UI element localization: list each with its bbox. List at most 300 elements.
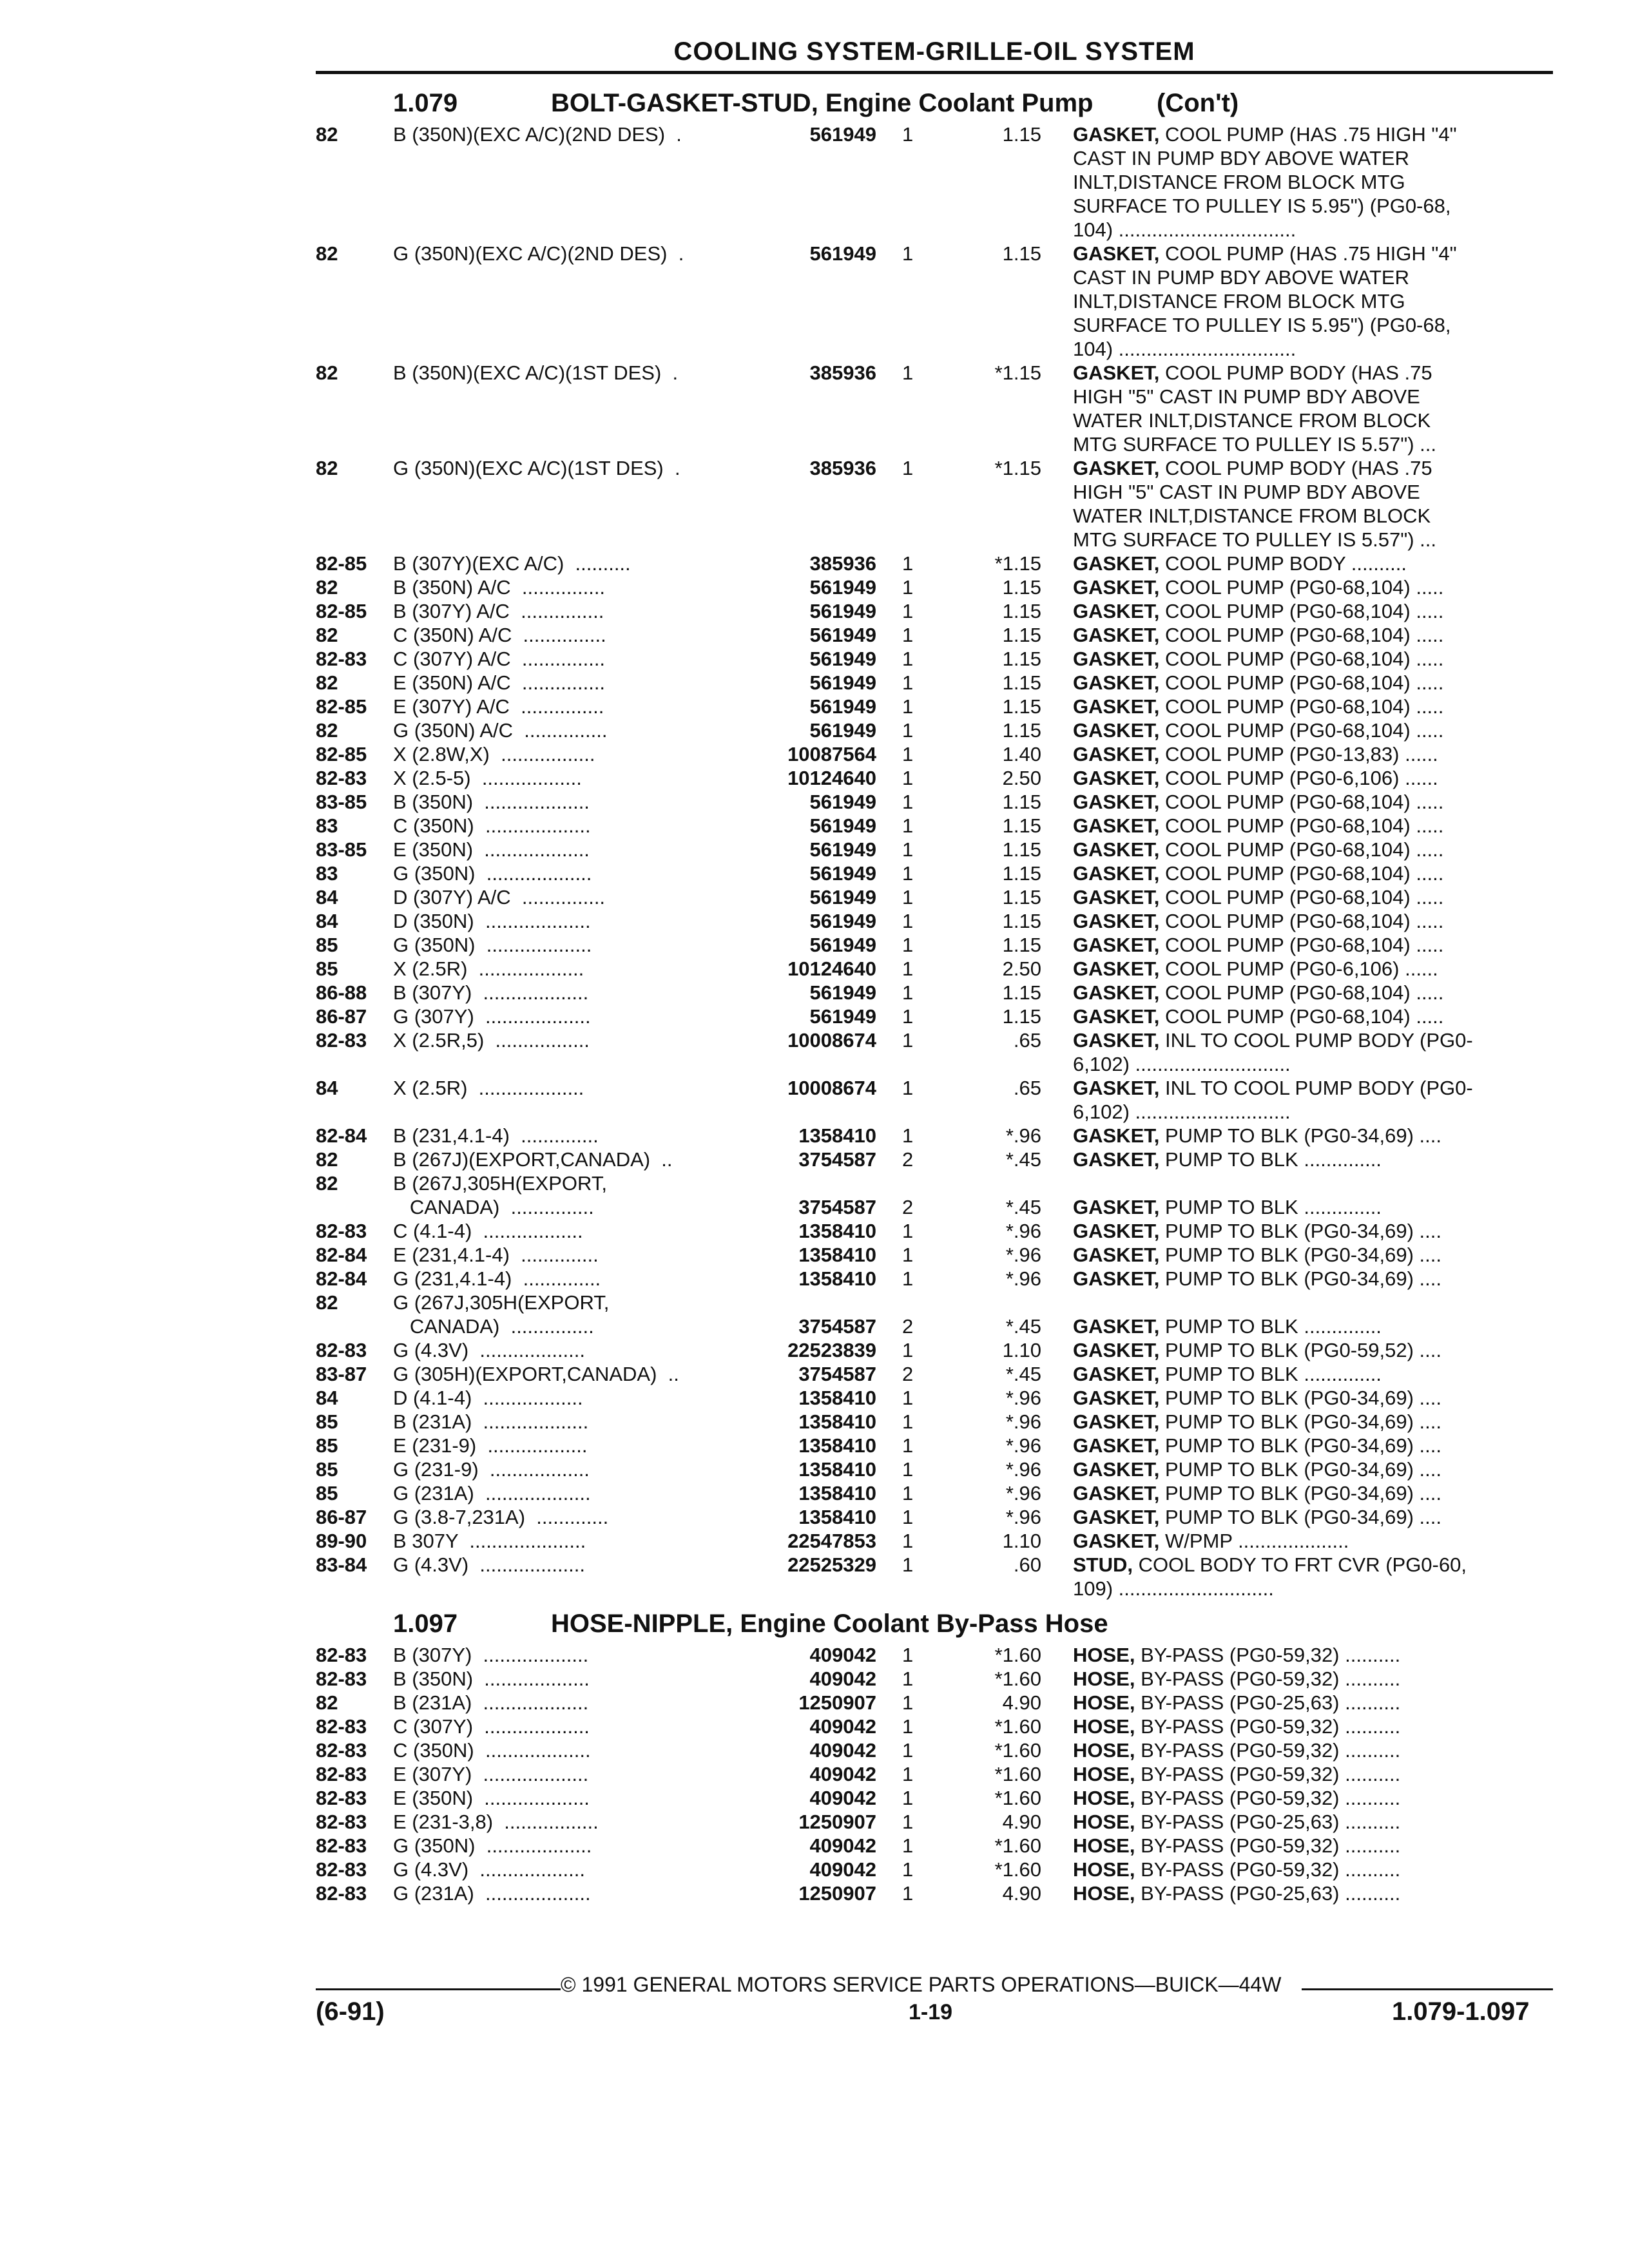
quantity: 1 (902, 1834, 914, 1857)
part-description (1073, 1434, 1550, 1457)
price: 1.15 (1002, 1005, 1041, 1028)
model-year: 82 (316, 1291, 338, 1314)
model-code: C (307Y) ................... (393, 1715, 590, 1738)
part-detail: COOL PUMP (PG0-6,106) ...... (1159, 957, 1438, 980)
part-number: 22547853 (787, 1530, 876, 1552)
price: 1.10 (1002, 1530, 1041, 1552)
part-detail: PUMP TO BLK .............. (1159, 1363, 1382, 1385)
part-name: HOSE, (1073, 1858, 1135, 1881)
price: *1.15 (994, 361, 1041, 384)
part-number: 1358410 (798, 1244, 876, 1266)
part-name: GASKET, (1073, 743, 1160, 765)
model-year: 82 (316, 576, 338, 599)
part-description (1073, 1124, 1550, 1148)
part-number: 1250907 (798, 1811, 876, 1833)
part-detail: BY-PASS (PG0-59,32) .......... (1135, 1787, 1401, 1809)
part-detail: COOL PUMP (PG0-68,104) ..... (1159, 1005, 1444, 1028)
quantity: 1 (902, 981, 914, 1004)
part-description (1073, 909, 1550, 933)
part-name: GASKET, (1073, 862, 1160, 885)
model-code: G (350N) ................... (393, 1834, 592, 1857)
part-name: GASKET, (1073, 624, 1160, 646)
part-detail: BY-PASS (PG0-25,63) .......... (1135, 1691, 1401, 1714)
model-code: E (350N) ................... (393, 1787, 590, 1809)
part-detail: COOL PUMP (PG0-6,106) ...... (1159, 767, 1438, 789)
part-name: GASKET, (1073, 1363, 1160, 1385)
part-number: 385936 (809, 457, 876, 479)
part-number: 10087564 (787, 743, 876, 765)
model-year: 85 (316, 1434, 338, 1457)
part-number: 409042 (809, 1763, 876, 1785)
part-description (1073, 1691, 1550, 1715)
model-year: 82 (316, 361, 338, 384)
quantity: 1 (902, 1882, 914, 1905)
section-title: HOSE-NIPPLE, Engine Coolant By-Pass Hose (551, 1610, 1108, 1638)
part-description (1073, 885, 1550, 909)
part-name: GASKET, (1073, 886, 1160, 908)
part-detail: COOL BODY TO FRT CVR (PG0-60, 109) ............................ (1073, 1553, 1467, 1600)
quantity: 1 (902, 648, 914, 670)
parts-row (316, 1434, 1553, 1457)
parts-row (316, 1148, 1553, 1171)
part-number: 3754587 (798, 1315, 876, 1338)
price: *1.60 (994, 1763, 1041, 1785)
parts-row (316, 695, 1553, 718)
part-detail: PUMP TO BLK (PG0-34,69) .... (1159, 1244, 1441, 1266)
model-year: 82-85 (316, 600, 367, 622)
price: 1.15 (1002, 910, 1041, 932)
model-code: G (231-9) .................. (393, 1458, 590, 1481)
section-title: BOLT-GASKET-STUD, Engine Coolant Pump (551, 89, 1094, 117)
part-detail: PUMP TO BLK (PG0-34,69) .... (1159, 1410, 1441, 1433)
model-code: G (350N) A/C ............... (393, 719, 608, 742)
price: *1.60 (994, 1644, 1041, 1666)
part-description (1073, 1553, 1550, 1600)
part-number: 561949 (809, 624, 876, 646)
part-name: GASKET, (1073, 1458, 1160, 1481)
parts-row (316, 885, 1553, 909)
part-description (1073, 599, 1550, 623)
price: .65 (1013, 1029, 1041, 1052)
model-code: C (307Y) A/C ............... (393, 648, 606, 670)
part-description (1073, 790, 1550, 814)
part-number: 409042 (809, 1715, 876, 1738)
part-number: 385936 (809, 361, 876, 384)
part-detail: COOL PUMP (PG0-68,104) ..... (1159, 886, 1444, 908)
part-name: HOSE, (1073, 1787, 1135, 1809)
price: 4.90 (1002, 1811, 1041, 1833)
model-code: G (231A) ................... (393, 1882, 591, 1905)
part-description (1073, 766, 1550, 790)
model-code: B (350N) A/C ............... (393, 576, 606, 599)
model-code: E (307Y) A/C ............... (393, 695, 604, 718)
price: *.45 (1005, 1148, 1041, 1171)
model-code: D (307Y) A/C ............... (393, 886, 606, 908)
part-number: 1358410 (798, 1458, 876, 1481)
part-name: GASKET, (1073, 1244, 1160, 1266)
part-name: GASKET, (1073, 1220, 1160, 1242)
price: *.96 (1005, 1220, 1041, 1242)
model-code: B (350N)(EXC A/C)(2ND DES) . (393, 123, 682, 146)
parts-row (316, 957, 1553, 981)
part-name: GASKET, (1073, 957, 1160, 980)
part-description (1073, 552, 1550, 575)
part-number: 561949 (809, 886, 876, 908)
parts-row (316, 1667, 1553, 1691)
parts-row (316, 1810, 1553, 1834)
part-number: 3754587 (798, 1148, 876, 1171)
quantity: 1 (902, 1339, 914, 1361)
part-number: 561949 (809, 719, 876, 742)
part-detail: COOL PUMP (PG0-13,83) ...... (1159, 743, 1438, 765)
part-description (1073, 1810, 1550, 1834)
part-detail: PUMP TO BLK (PG0-34,69) .... (1159, 1267, 1441, 1290)
section-number: 1.079 (393, 89, 458, 117)
part-description (1073, 1219, 1550, 1243)
model-year: 82-85 (316, 552, 367, 575)
part-description (1073, 1529, 1550, 1553)
part-number: 561949 (809, 242, 876, 265)
page-title: COOLING SYSTEM-GRILLE-OIL SYSTEM (673, 37, 1195, 66)
model-year: 82-84 (316, 1244, 367, 1266)
quantity: 1 (902, 886, 914, 908)
model-code: B (267J,305H(EXPORT, CANADA) ............... (393, 1172, 607, 1218)
quantity: 1 (902, 1530, 914, 1552)
part-name: GASKET, (1073, 1196, 1160, 1218)
quantity: 1 (902, 838, 914, 861)
price: 1.10 (1002, 1339, 1041, 1361)
parts-row (316, 1362, 1553, 1386)
quantity: 1 (902, 576, 914, 599)
price: 1.15 (1002, 981, 1041, 1004)
price: 1.15 (1002, 719, 1041, 742)
parts-row (316, 861, 1553, 885)
part-description (1073, 1457, 1550, 1481)
price: *1.60 (994, 1834, 1041, 1857)
price: 1.15 (1002, 695, 1041, 718)
part-description (1073, 1738, 1550, 1762)
price: 2.50 (1002, 767, 1041, 789)
quantity: 1 (902, 1434, 914, 1457)
part-detail: BY-PASS (PG0-59,32) .......... (1135, 1715, 1401, 1738)
parts-row (316, 718, 1553, 742)
quantity: 1 (902, 1029, 914, 1052)
part-description (1073, 1505, 1550, 1529)
parts-row (316, 1410, 1553, 1434)
part-number: 561949 (809, 934, 876, 956)
parts-row (316, 1171, 1553, 1219)
quantity: 1 (902, 1739, 914, 1762)
part-description (1073, 1858, 1550, 1881)
part-name: HOSE, (1073, 1739, 1135, 1762)
price: *1.15 (994, 457, 1041, 479)
model-year: 83-84 (316, 1553, 367, 1576)
part-detail: COOL PUMP (HAS .75 HIGH "4" CAST IN PUMP BDY ABOVE WATER INLT,DISTANCE FROM BLOCK MTG SURFACE TO PULLEY IS 5.95") (PG0-68, 104) ................................ (1073, 242, 1457, 360)
part-name: GASKET, (1073, 1005, 1160, 1028)
model-code: D (350N) ................... (393, 910, 591, 932)
model-year: 82-83 (316, 1667, 367, 1690)
model-year: 82-83 (316, 1858, 367, 1881)
part-name: GASKET, (1073, 767, 1160, 789)
model-code: X (2.5-5) .................. (393, 767, 582, 789)
part-name: GASKET, (1073, 1267, 1160, 1290)
price: 1.15 (1002, 624, 1041, 646)
model-year: 82-83 (316, 1644, 367, 1666)
model-year: 85 (316, 1482, 338, 1504)
part-description (1073, 1834, 1550, 1858)
parts-row (316, 671, 1553, 695)
part-name: HOSE, (1073, 1644, 1135, 1666)
part-name: GASKET, (1073, 576, 1160, 599)
model-year: 86-88 (316, 981, 367, 1004)
part-description (1073, 1410, 1550, 1434)
parts-row (316, 623, 1553, 647)
model-year: 82-83 (316, 1787, 367, 1809)
price: *.45 (1005, 1196, 1041, 1218)
model-year: 82-85 (316, 695, 367, 718)
part-number: 3754587 (798, 1363, 876, 1385)
price: *1.60 (994, 1667, 1041, 1690)
part-detail: COOL PUMP (PG0-68,104) ..... (1159, 576, 1444, 599)
price: 2.50 (1002, 957, 1041, 980)
part-number: 1358410 (798, 1482, 876, 1504)
part-number: 561949 (809, 814, 876, 837)
part-name: GASKET, (1073, 1506, 1160, 1528)
price: *.96 (1005, 1482, 1041, 1504)
price: *1.60 (994, 1715, 1041, 1738)
price: 1.15 (1002, 886, 1041, 908)
part-detail: COOL PUMP (PG0-68,104) ..... (1159, 981, 1444, 1004)
parts-row (316, 242, 1553, 361)
part-detail: PUMP TO BLK (PG0-34,69) .... (1159, 1434, 1441, 1457)
model-code: E (231,4.1-4) .............. (393, 1244, 599, 1266)
part-number: 3754587 (798, 1196, 876, 1218)
part-number: 561949 (809, 123, 876, 146)
parts-row (316, 1505, 1553, 1529)
model-code: E (307Y) ................... (393, 1763, 589, 1785)
parts-row (316, 361, 1553, 456)
part-detail: COOL PUMP BODY (HAS .75 HIGH "5" CAST IN PUMP BDY ABOVE WATER INLT,DISTANCE FROM BLOCK MTG SURFACE TO PULLEY IS 5.57") ... (1073, 361, 1437, 456)
quantity: 1 (902, 671, 914, 694)
quantity: 1 (902, 1244, 914, 1266)
part-name: GASKET, (1073, 814, 1160, 837)
parts-row (316, 1076, 1553, 1124)
part-detail: INL TO COOL PUMP BODY (PG0- 6,102) ............................ (1073, 1077, 1473, 1123)
model-year: 85 (316, 1410, 338, 1433)
part-detail: COOL PUMP (PG0-68,104) ..... (1159, 671, 1444, 694)
quantity: 1 (902, 743, 914, 765)
part-number: 10124640 (787, 767, 876, 789)
model-year: 82-83 (316, 1715, 367, 1738)
part-name: HOSE, (1073, 1834, 1135, 1857)
model-code: G (350N)(EXC A/C)(2ND DES) . (393, 242, 684, 265)
part-description (1073, 1195, 1550, 1219)
part-detail: COOL PUMP (PG0-68,104) ..... (1159, 648, 1444, 670)
part-name: STUD, (1073, 1553, 1133, 1576)
model-code: G (231A) ................... (393, 1482, 591, 1504)
quantity: 2 (902, 1363, 914, 1385)
part-number: 1250907 (798, 1882, 876, 1905)
part-number: 561949 (809, 862, 876, 885)
part-description (1073, 1314, 1550, 1338)
quantity: 1 (902, 934, 914, 956)
quantity: 1 (902, 1077, 914, 1099)
model-year: 85 (316, 957, 338, 980)
parts-row (316, 1028, 1553, 1076)
model-year: 82-83 (316, 767, 367, 789)
model-code: E (231-3,8) ................. (393, 1811, 599, 1833)
quantity: 1 (902, 1482, 914, 1504)
model-year: 82-83 (316, 1763, 367, 1785)
quantity: 1 (902, 1005, 914, 1028)
part-detail: BY-PASS (PG0-25,63) .......... (1135, 1811, 1401, 1833)
model-year: 82-83 (316, 648, 367, 670)
quantity: 1 (902, 1553, 914, 1576)
model-year: 82 (316, 242, 338, 265)
part-description (1073, 718, 1550, 742)
model-year: 82-84 (316, 1267, 367, 1290)
part-description (1073, 1786, 1550, 1810)
part-name: HOSE, (1073, 1763, 1135, 1785)
section-number: 1.097 (393, 1610, 458, 1638)
price: *.96 (1005, 1506, 1041, 1528)
footer-page-number: 1-19 (909, 2000, 953, 2024)
part-number: 409042 (809, 1787, 876, 1809)
parts-row (316, 766, 1553, 790)
model-year: 83-85 (316, 838, 367, 861)
model-code: B (307Y) ................... (393, 1644, 589, 1666)
model-year: 82-83 (316, 1739, 367, 1762)
part-name: HOSE, (1073, 1811, 1135, 1833)
part-detail: PUMP TO BLK .............. (1159, 1148, 1382, 1171)
section-heading (393, 1610, 1553, 1640)
part-description (1073, 1643, 1550, 1667)
part-detail: PUMP TO BLK (PG0-34,69) .... (1159, 1124, 1441, 1147)
quantity: 1 (902, 1644, 914, 1666)
model-year: 82-83 (316, 1834, 367, 1857)
model-year: 84 (316, 1077, 338, 1099)
model-year: 82-84 (316, 1124, 367, 1147)
part-name: GASKET, (1073, 552, 1160, 575)
parts-row (316, 1715, 1553, 1738)
model-code: X (2.5R) ................... (393, 957, 584, 980)
quantity: 1 (902, 1458, 914, 1481)
parts-row (316, 1267, 1553, 1291)
parts-row (316, 599, 1553, 623)
parts-row (316, 909, 1553, 933)
part-detail: COOL PUMP BODY (HAS .75 HIGH "5" CAST IN PUMP BDY ABOVE WATER INLT,DISTANCE FROM BLOCK MTG SURFACE TO PULLEY IS 5.57") ... (1073, 457, 1437, 551)
price: 1.15 (1002, 123, 1041, 146)
parts-row (316, 456, 1553, 552)
parts-row (316, 981, 1553, 1004)
model-year: 82 (316, 123, 338, 146)
part-detail: BY-PASS (PG0-59,32) .......... (1135, 1858, 1401, 1881)
part-name: GASKET, (1073, 361, 1160, 384)
quantity: 1 (902, 910, 914, 932)
model-code: E (350N) ................... (393, 838, 590, 861)
part-name: GASKET, (1073, 791, 1160, 813)
part-detail: BY-PASS (PG0-59,32) .......... (1135, 1763, 1401, 1785)
part-name: HOSE, (1073, 1882, 1135, 1905)
part-detail: COOL PUMP (PG0-68,104) ..... (1159, 814, 1444, 837)
quantity: 1 (902, 624, 914, 646)
part-name: GASKET, (1073, 838, 1160, 861)
part-description (1073, 1004, 1550, 1028)
price: 1.15 (1002, 814, 1041, 837)
part-name: GASKET, (1073, 934, 1160, 956)
parts-row (316, 1738, 1553, 1762)
model-year: 83 (316, 814, 338, 837)
part-number: 409042 (809, 1644, 876, 1666)
model-year: 82-83 (316, 1339, 367, 1361)
price: *1.60 (994, 1858, 1041, 1881)
quantity: 1 (902, 457, 914, 479)
parts-row (316, 1481, 1553, 1505)
section-heading (393, 89, 1553, 120)
part-description (1073, 1386, 1550, 1410)
part-detail: PUMP TO BLK (PG0-34,69) .... (1159, 1387, 1441, 1409)
part-detail: BY-PASS (PG0-25,63) .......... (1135, 1882, 1401, 1905)
part-name: GASKET, (1073, 600, 1160, 622)
part-number: 561949 (809, 791, 876, 813)
model-year: 82 (316, 671, 338, 694)
part-description (1073, 1243, 1550, 1267)
part-description (1073, 242, 1550, 361)
part-description (1073, 1076, 1550, 1124)
quantity: 2 (902, 1148, 914, 1171)
quantity: 1 (902, 1124, 914, 1147)
quantity: 1 (902, 1667, 914, 1690)
part-description (1073, 1267, 1550, 1291)
quantity: 1 (902, 862, 914, 885)
price: *1.60 (994, 1787, 1041, 1809)
part-name: GASKET, (1073, 242, 1160, 265)
parts-row (316, 1786, 1553, 1810)
model-year: 82 (316, 457, 338, 479)
part-description (1073, 933, 1550, 957)
part-detail: BY-PASS (PG0-59,32) .......... (1135, 1739, 1401, 1762)
page-header (316, 37, 1553, 75)
part-name: GASKET, (1073, 648, 1160, 670)
part-number: 561949 (809, 981, 876, 1004)
quantity: 1 (902, 361, 914, 384)
part-number: 561949 (809, 600, 876, 622)
part-number: 22525329 (787, 1553, 876, 1576)
parts-row (316, 1691, 1553, 1715)
quantity: 1 (902, 1506, 914, 1528)
part-description (1073, 671, 1550, 695)
parts-row (316, 1762, 1553, 1786)
model-code: C (350N) A/C ............... (393, 624, 606, 646)
footer-copyright: © 1991 GENERAL MOTORS SERVICE PARTS OPERATIONS—BUICK—44W (561, 1973, 1282, 1996)
part-number: 1358410 (798, 1410, 876, 1433)
quantity: 2 (902, 1315, 914, 1338)
model-code: G (350N) ................... (393, 862, 592, 885)
part-detail: BY-PASS (PG0-59,32) .......... (1135, 1644, 1401, 1666)
quantity: 1 (902, 695, 914, 718)
part-detail: PUMP TO BLK (PG0-59,52) .... (1159, 1339, 1441, 1361)
part-description (1073, 647, 1550, 671)
quantity: 1 (902, 719, 914, 742)
footer-rule-left (316, 1988, 561, 1990)
price: 4.90 (1002, 1691, 1041, 1714)
model-year: 82 (316, 624, 338, 646)
model-code: X (2.5R,5) ................. (393, 1029, 590, 1052)
quantity: 1 (902, 1715, 914, 1738)
model-code: G (305H)(EXPORT,CANADA) .. (393, 1363, 679, 1385)
price: 1.15 (1002, 242, 1041, 265)
part-detail: COOL PUMP (PG0-68,104) ..... (1159, 719, 1444, 742)
